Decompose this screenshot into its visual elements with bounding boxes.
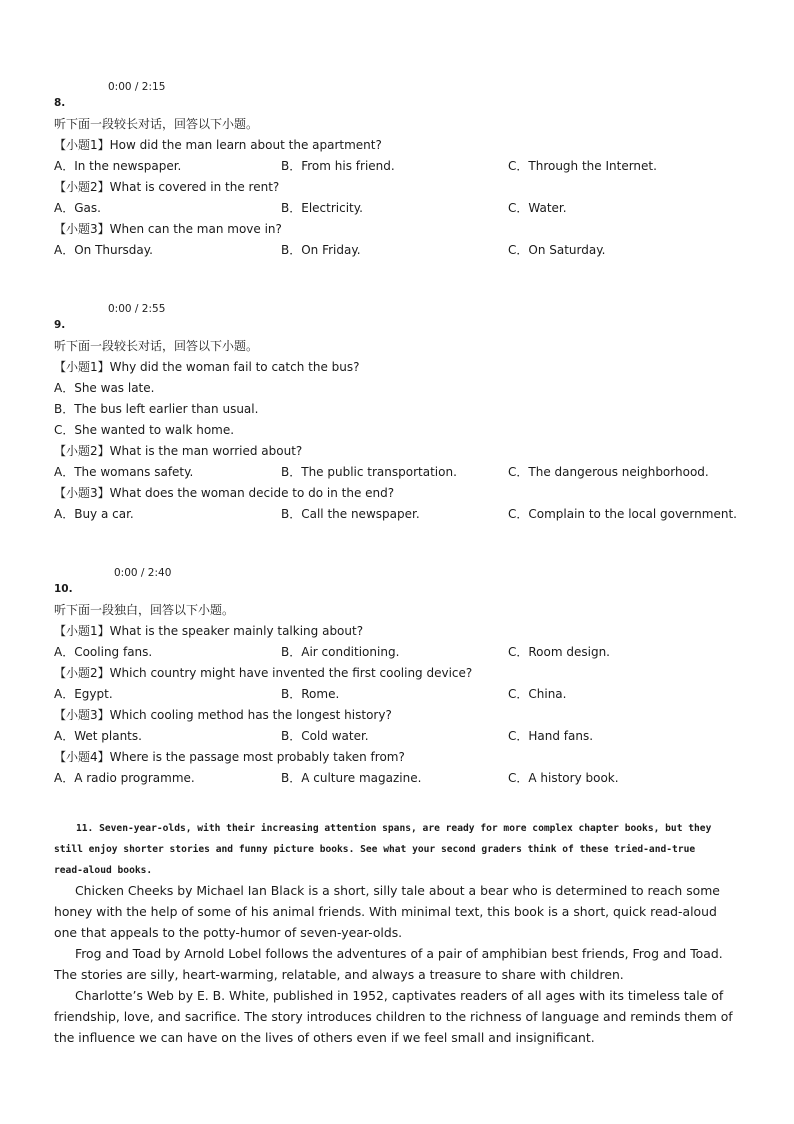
option-c: C．Through the Internet. <box>508 159 657 173</box>
question-instruction: 听下面一段较长对话，回答以下小题。 <box>54 339 259 353</box>
option-a: A．She was late. <box>54 381 155 395</box>
passage-intro-line: 11. Seven-year-olds, with their increasing attention spans, are ready for more complex chapter books, but they <box>76 823 712 834</box>
sub-question: 【小题3】When can the man move in? <box>54 222 282 236</box>
option-c: C．She wanted to walk home. <box>54 423 235 437</box>
sub-question: 【小题4】Where is the passage most probably taken from? <box>54 750 405 764</box>
option-a: A．Gas. <box>54 201 101 215</box>
option-c: C．Complain to the local government. <box>508 507 737 521</box>
option-b: B．The public transportation. <box>281 465 457 479</box>
option-a: A．The womans safety. <box>54 465 194 479</box>
passage-paragraph: Frog and Toad by Arnold Lobel follows the adventures of a pair of amphibian best friends, Frog and Toad. The stories are silly, heart-warming, relatable, and always a treasure to share with children. <box>54 946 723 982</box>
sub-question: 【小题2】Which country might have invented the first cooling device? <box>54 666 473 680</box>
sub-question: 【小题2】What is the man worried about? <box>54 444 303 458</box>
option-c: C．Hand fans. <box>508 729 594 743</box>
question-number: 8. <box>54 97 66 109</box>
audio-player-time[interactable]: 0:00 / 2:55 <box>108 303 166 315</box>
option-a: A．Egypt. <box>54 687 113 701</box>
option-b: B．A culture magazine. <box>281 771 422 785</box>
sub-question: 【小题3】What does the woman decide to do in the end? <box>54 486 395 500</box>
sub-question: 【小题2】What is covered in the rent? <box>54 180 280 194</box>
option-b: B．Electricity. <box>281 201 363 215</box>
option-c: C．China. <box>508 687 567 701</box>
option-b: B．From his friend. <box>281 159 395 173</box>
sub-question: 【小题3】Which cooling method has the longest history? <box>54 708 392 722</box>
option-a: A．Buy a car. <box>54 507 134 521</box>
option-b: B．On Friday. <box>281 243 361 257</box>
option-c: C．A history book. <box>508 771 619 785</box>
option-a: A．A radio programme. <box>54 771 195 785</box>
sub-question: 【小题1】How did the man learn about the apartment? <box>54 138 382 152</box>
option-b: B．Rome. <box>281 687 340 701</box>
passage-paragraph: Charlotte’s Web by E. B. White, published in 1952, captivates readers of all ages with its timeless tale of friendship, love, and sacrifice. The story introduces children to the richness of language and reminds them of the influence we can have on the lives of others even if we feel small and insignificant. <box>54 988 733 1045</box>
option-a: A．Cooling fans. <box>54 645 153 659</box>
passage-intro-line: still enjoy shorter stories and funny picture books. See what your second graders think of these tried-and-true <box>54 844 696 855</box>
option-b: B．Call the newspaper. <box>281 507 420 521</box>
option-a: A．In the newspaper. <box>54 159 182 173</box>
sub-question: 【小题1】What is the speaker mainly talking about? <box>54 624 364 638</box>
option-a: A．On Thursday. <box>54 243 153 257</box>
option-b: B．The bus left earlier than usual. <box>54 402 259 416</box>
audio-player-time[interactable]: 0:00 / 2:15 <box>108 81 166 93</box>
option-c: C．Water. <box>508 201 567 215</box>
question-number: 10. <box>54 583 73 595</box>
question-number: 9. <box>54 319 66 331</box>
sub-question: 【小题1】Why did the woman fail to catch the bus? <box>54 360 360 374</box>
option-c: C．Room design. <box>508 645 610 659</box>
option-b: B．Cold water. <box>281 729 369 743</box>
passage-intro-line: read-aloud books. <box>54 865 153 876</box>
option-c: C．The dangerous neighborhood. <box>508 465 709 479</box>
audio-player-time[interactable]: 0:00 / 2:40 <box>114 567 172 579</box>
option-b: B．Air conditioning. <box>281 645 400 659</box>
option-c: C．On Saturday. <box>508 243 606 257</box>
option-a: A．Wet plants. <box>54 729 142 743</box>
question-instruction: 听下面一段独白，回答以下小题。 <box>54 603 235 617</box>
passage-paragraph: Chicken Cheeks by Michael Ian Black is a short, silly tale about a bear who is determined to reach some honey with the help of some of his animal friends. With minimal text, this book is a short, quick read-aloud one that appeals to the potty-humor of seven-year-olds. <box>54 883 720 940</box>
question-instruction: 听下面一段较长对话，回答以下小题。 <box>54 117 259 131</box>
